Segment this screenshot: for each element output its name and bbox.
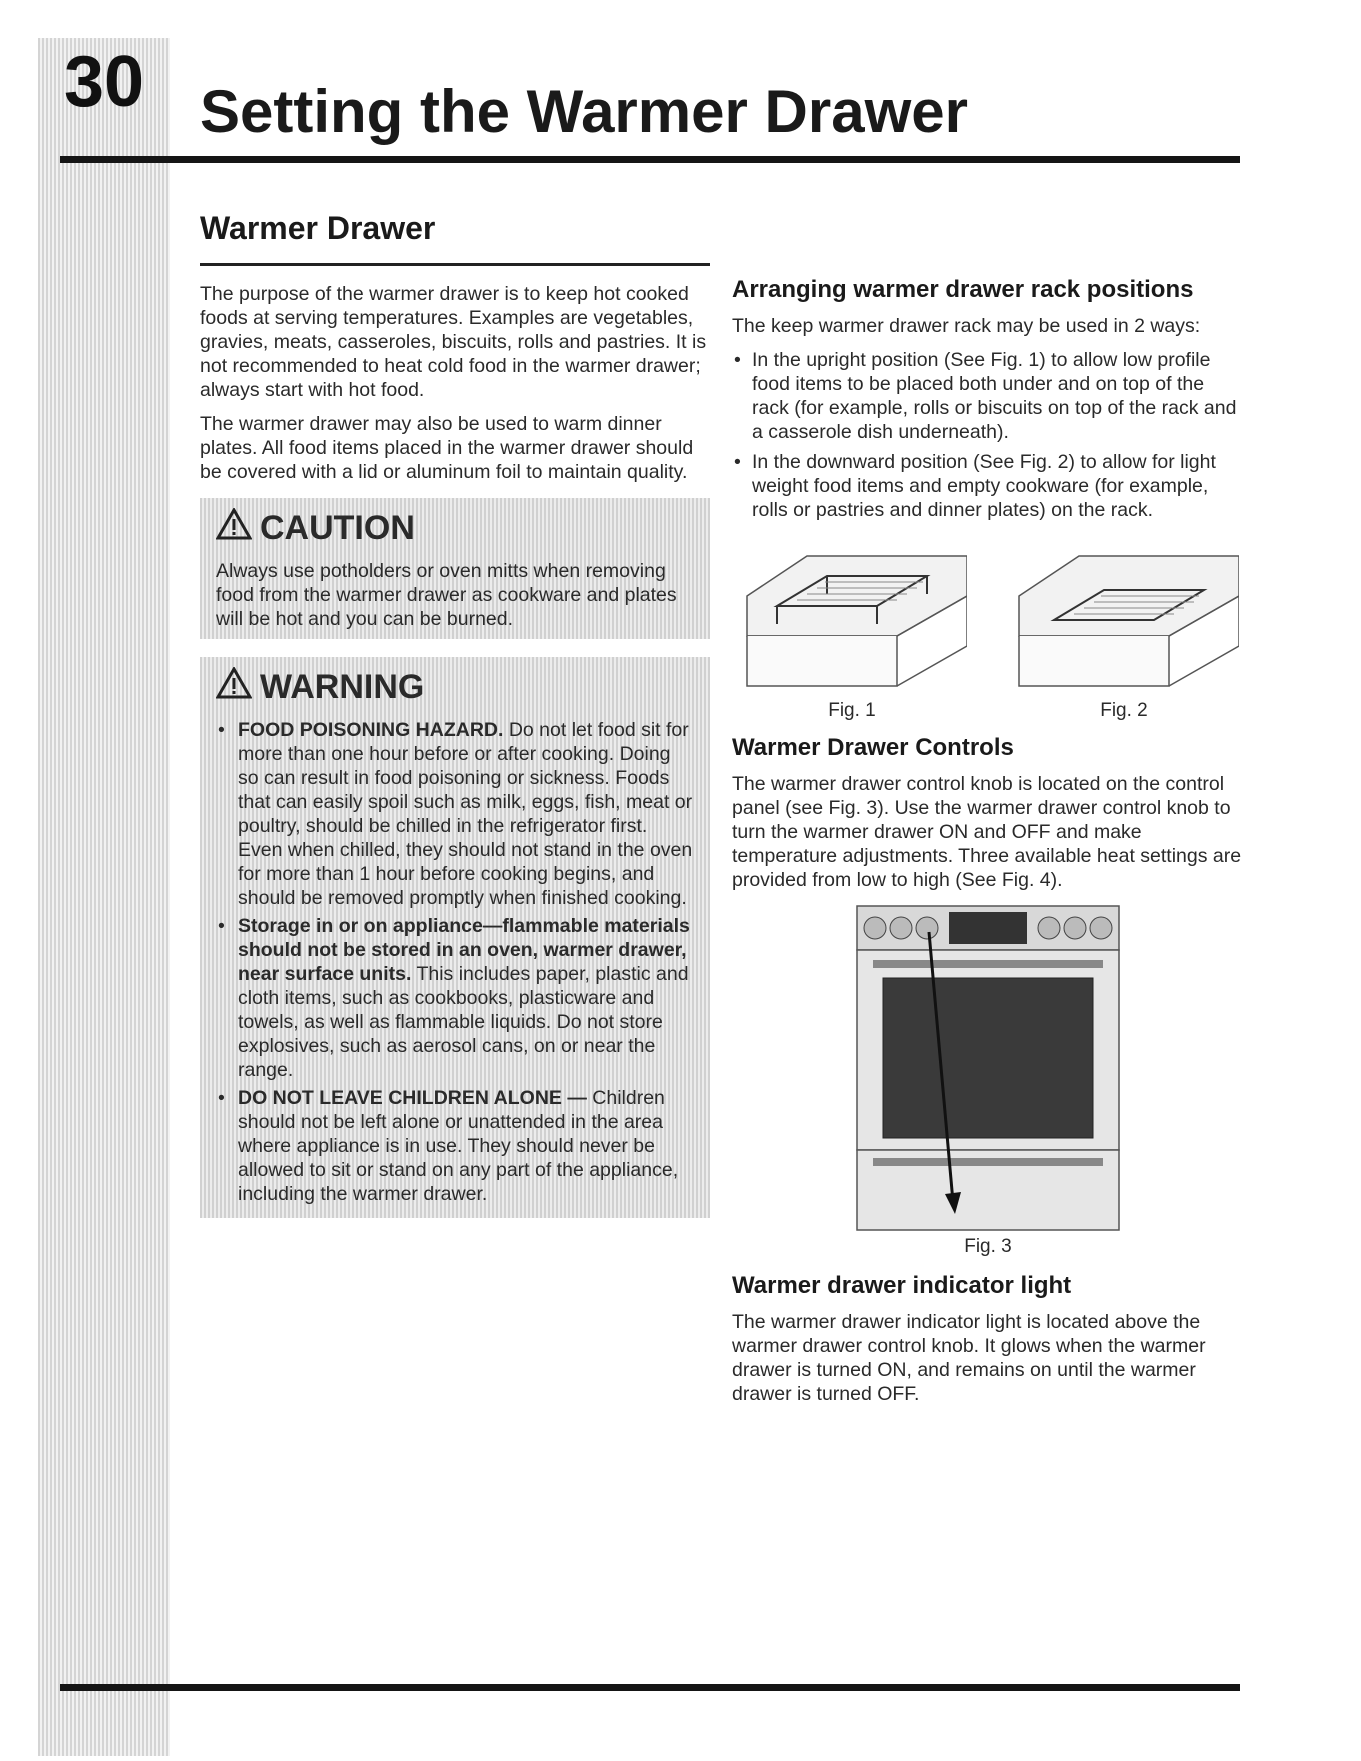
range-illustration <box>853 902 1123 1232</box>
indicator-text: The warmer drawer indicator light is located above the warmer drawer control knob. It glows when the warmer drawer is turned ON, and remains on until the warmer drawer is turned OFF. <box>732 1311 1206 1405</box>
fig-2 <box>1004 536 1244 722</box>
fig-1 <box>732 536 972 722</box>
indicator-title: Warmer drawer indicator light <box>732 1272 1072 1299</box>
caution-heading <box>216 508 696 549</box>
rack-figures <box>732 536 1244 722</box>
warning-item <box>216 1086 696 1206</box>
warning-triangle-icon <box>216 667 252 708</box>
warning-box <box>200 657 710 1218</box>
warning-item-lead: DO NOT LEAVE CHILDREN ALONE — <box>238 1087 587 1109</box>
warning-item-text: Children should not be left alone or unattended in the area where appliance is in use. They should never be allowed to sit or stand on any part of the appliance, including the warmer drawer. <box>238 1087 679 1205</box>
sidebar-stripe <box>38 38 170 1756</box>
drawer-rack-upright-illustration <box>737 536 967 696</box>
warning-item <box>216 914 696 1082</box>
plates-paragraph: The warmer drawer may also be used to warm dinner plates. All food items placed in the warmer drawer should be covered with a lid or aluminum foil to maintain quality. <box>200 413 694 483</box>
caution-box <box>200 498 710 639</box>
fig-2-caption: Fig. 2 <box>1100 700 1148 721</box>
rack-title: Arranging warmer drawer rack positions <box>732 276 1194 303</box>
controls-title: Warmer Drawer Controls <box>732 734 1014 761</box>
controls-text: The warmer drawer control knob is located on the control panel (see Fig. 3). Use the warmer drawer control knob to turn the warmer drawer ON and OFF and make temperature adjustments. Three available heat settings are provided from low to high (See Fig. 4). <box>732 773 1242 891</box>
rack-intro: The keep warmer drawer rack may be used in 2 ways: <box>732 315 1201 337</box>
warning-item-text: Do not let food sit for more than one hour before or after cooking. Doing so can result in food poisoning or sickness. Foods that can easily spoil such as milk, eggs, fish, meat or poultry, should be chilled in the refrigerator first. Even when chilled, they should not stand in the oven for more than 1 hour before cooking begins, and should be removed promptly when finished cooking. <box>238 719 693 909</box>
intro-paragraph: The purpose of the warmer drawer is to keep hot cooked foods at serving temperatures. Examples are vegetables, gravies, meats, casseroles, biscuits, rolls and pastries. It is not recommended to heat cold food in the warmer drawer; always start with hot food. <box>200 283 707 401</box>
warning-item <box>216 718 696 910</box>
header-rule <box>60 156 1240 163</box>
fig-1-caption: Fig. 1 <box>828 700 876 721</box>
caution-text: Always use potholders or oven mitts when removing food from the warmer drawer as cookware and plates will be hot and you can be burned. <box>216 560 677 630</box>
caution-label: CAUTION <box>260 509 415 547</box>
page-number: 30 <box>63 42 145 122</box>
warning-label: WARNING <box>260 668 425 706</box>
warning-item-lead: Storage in or on appliance—flammable materials should not be stored in an oven, warmer drawer, near surface units. <box>238 915 690 985</box>
warning-triangle-icon <box>216 508 252 549</box>
left-column <box>200 210 710 1236</box>
fig-3 <box>732 902 1244 1258</box>
rack-list <box>732 348 1244 522</box>
section-title: Warmer Drawer <box>200 210 436 246</box>
fig-3-caption: Fig. 3 <box>964 1236 1012 1257</box>
drawer-rack-downward-illustration <box>1009 536 1239 696</box>
warning-heading <box>216 667 696 708</box>
warning-list <box>216 718 696 1206</box>
rack-item: • In the upright position (See Fig. 1) to allow low profile food items to be placed both under and on top of the rack (for example, rolls or biscuits on top of the rack and a casserole dish underneath). <box>732 348 1244 444</box>
page-title: Setting the Warmer Drawer <box>200 78 968 145</box>
right-column <box>732 276 1244 1416</box>
section-rule <box>200 263 710 266</box>
warning-item-lead: FOOD POISONING HAZARD. <box>238 719 504 741</box>
footer-rule <box>60 1684 1240 1691</box>
warning-item-text: This includes paper, plastic and cloth items, such as cookbooks, plasticware and towels, as well as flammable liquids. Do not store explosives, such as aerosol cans, on or near the range. <box>238 963 689 1081</box>
rack-item: • In the downward position (See Fig. 2) to allow for light weight food items and empty cookware (for example, rolls or pastries and dinner plates) on the rack. <box>732 450 1244 522</box>
